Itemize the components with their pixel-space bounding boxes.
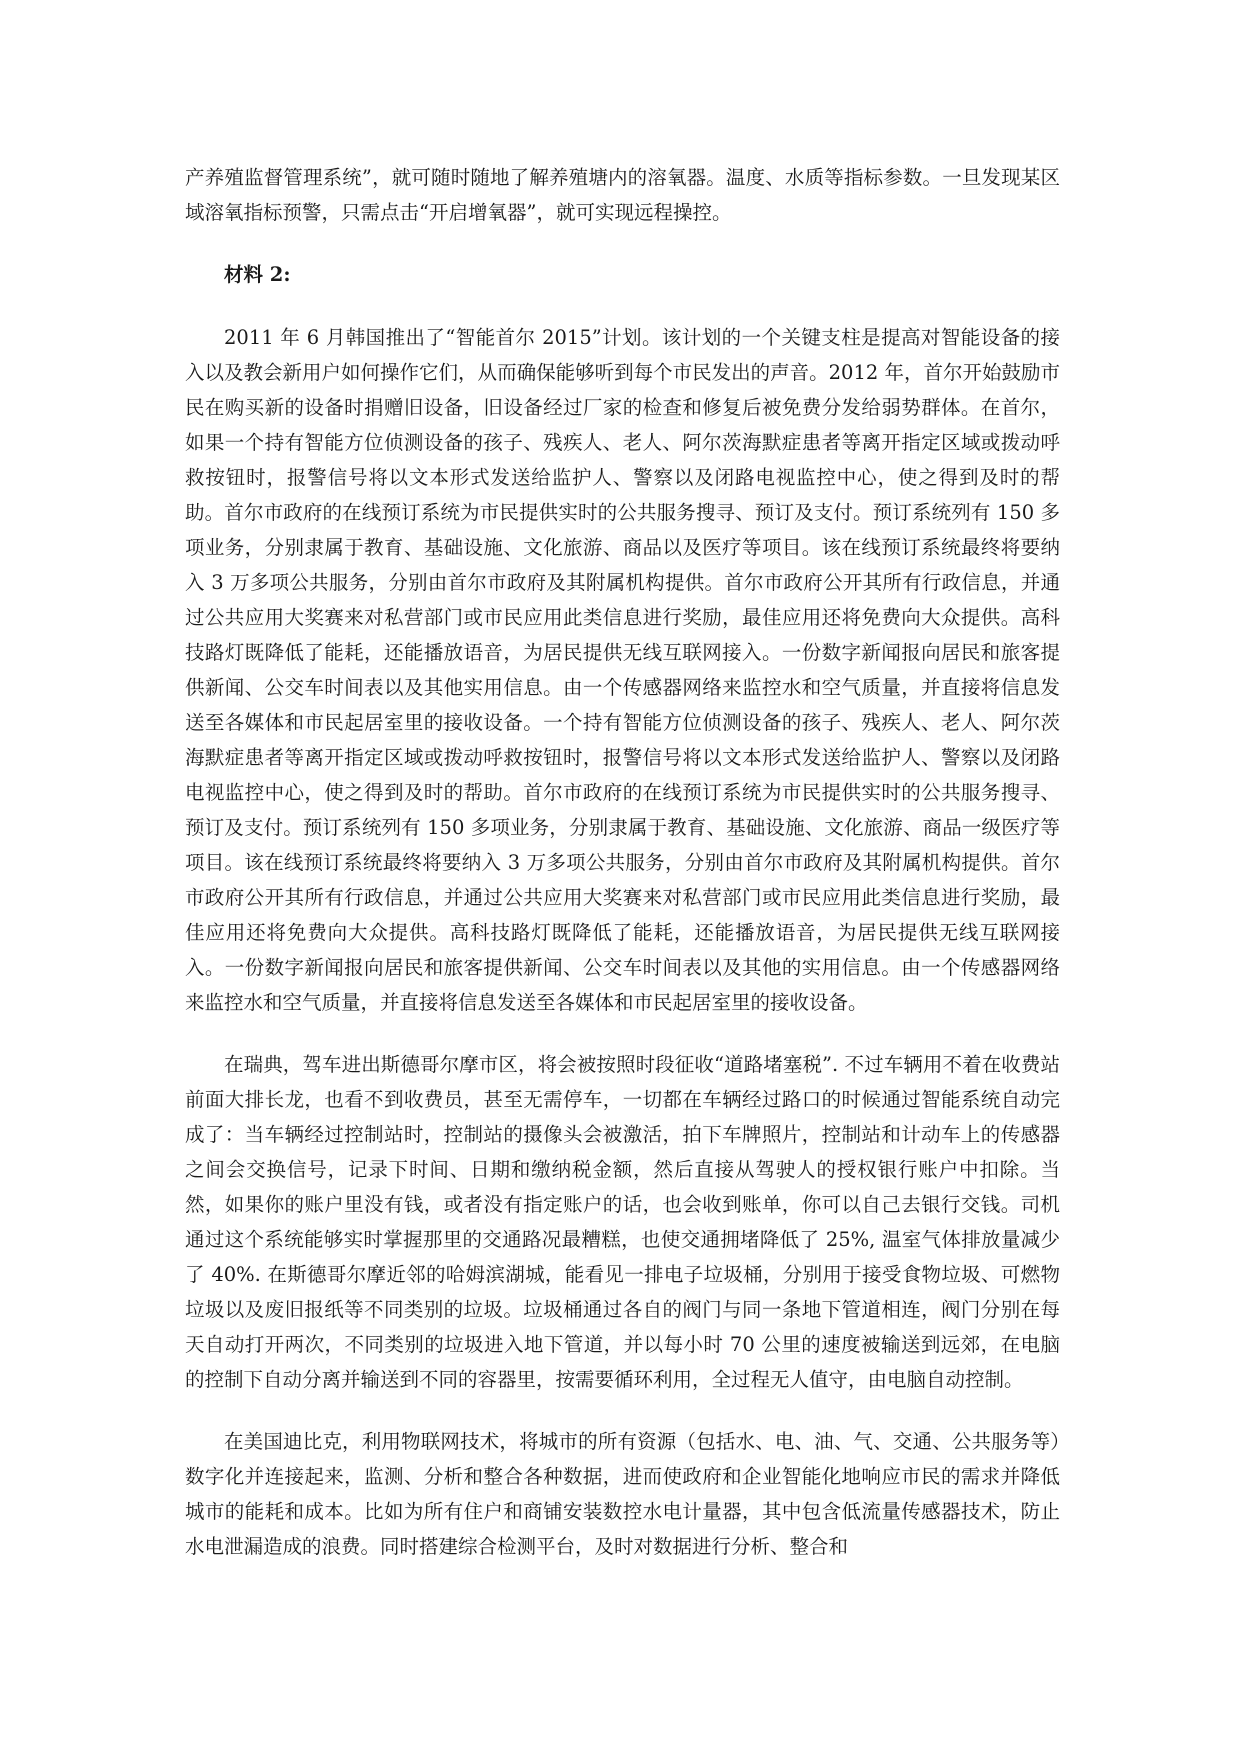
section-heading-material-2: 材料 2: <box>224 263 291 286</box>
document-body <box>185 160 1060 1591</box>
paragraph-seoul: 2011 年 6 月韩国推出了“智能首尔 2015”计划。该计划的一个关键支柱是提高对智能设备的接入以及教会新用户如何操作它们，从而确保能够听到每个市民发出的声音。2012 年，首尔开始鼓励市民在购买新的设备时捐赠旧设备，旧设备经过厂家的检查和修复后被免费分发给弱势群体。在首尔，如果一个持有智能方位侦测设备的孩子、残疾人、老人、阿尔茨海默症患者等离开指定区域或拨动呼救按钮时，报警信号将以文本形式发送给监护人、警察以及闭路电视监控中心，使之得到及时的帮助。首尔市政府的在线预订系统为市民提供实时的公共服务搜寻、预订及支付。预订系统列有 150 多项业务，分别隶属于教育、基础设施、文化旅游、商品以及医疗等项目。该在线预订系统最终将要纳入 3 万多项公共服务，分别由首尔市政府及其附属机构提供。首尔市政府公开其所有行政信息，并通过公共应用大奖赛来对私营部门或市民应用此类信息进行奖励，最佳应用还将免费向大众提供。高科技路灯既降低了能耗，还能播放语音，为居民提供无线互联网接入。一份数字新闻报向居民和旅客提供新闻、公交车时间表以及其他实用信息。由一个传感器网络来监控水和空气质量，并直接将信息发送至各媒体和市民起居室里的接收设备。一个持有智能方位侦测设备的孩子、残疾人、老人、阿尔茨海默症患者等离开指定区域或拨动呼救按钮时，报警信号将以文本形式发送给监护人、警察以及闭路电视监控中心，使之得到及时的帮助。首尔市政府的在线预订系统为市民提供实时的公共服务搜寻、预订及支付。预订系统列有 150 多项业务，分别隶属于教育、基础设施、文化旅游、商品一级医疗等项目。该在线预订系统最终将要纳入 3 万多项公共服务，分别由首尔市政府及其附属机构提供。首尔市政府公开其所有行政信息，并通过公共应用大奖赛来对私营部门或市民应用此类信息进行奖励，最佳应用还将免费向大众提供。高科技路灯既降低了能耗，还能播放语音，为居民提供无线互联网接入。一份数字新闻报向居民和旅客提供新闻、公交车时间表以及其他的实用信息。由一个传感器网络来监控水和空气质量，并直接将信息发送至各媒体和市民起居室里的接收设备。 <box>185 326 1060 1014</box>
paragraph-dubuque: 在美国迪比克，利用物联网技术，将城市的所有资源（包括水、电、油、气、交通、公共服务等）数字化并连接起来，监测、分析和整合各种数据，进而使政府和企业智能化地响应市民的需求并降低城市的能耗和成本。比如为所有住户和商铺安装数控水电计量器，其中包含低流量传感器技术，防止水电泄漏造成的浪费。同时搭建综合检测平台，及时对数据进行分析、整合和 <box>185 1430 1060 1558</box>
paragraph-stockholm: 在瑞典，驾车进出斯德哥尔摩市区，将会被按照时段征收“道路堵塞税”. 不过车辆用不着在收费站前面大排长龙，也看不到收费员，甚至无需停车，一切都在车辆经过路口的时候通过智能系统自动完成了：当车辆经过控制站时，控制站的摄像头会被激活，拍下车牌照片，控制站和计动车上的传感器之间会交换信号，记录下时间、日期和缴纳税金额，然后直接从驾驶人的授权银行账户中扣除。当然，如果你的账户里没有钱，或者没有指定账户的话，也会收到账单，你可以自己去银行交钱。司机通过这个系统能够实时掌握那里的交通路况最糟糕，也使交通拥堵降低了 25%, 温室气体排放量减少了 40%. 在斯德哥尔摩近邻的哈姆滨湖城，能看见一排电子垃圾桶，分别用于接受食物垃圾、可燃物垃圾以及废旧报纸等不同类别的垃圾。垃圾桶通过各自的阀门与同一条地下管道相连，阀门分别在每天自动打开两次，不同类别的垃圾进入地下管道，并以每小时 70 公里的速度被输送到远郊，在电脑的控制下自动分离并输送到不同的容器里，按需要循环利用，全过程无人值守，由电脑自动控制。 <box>185 1053 1060 1391</box>
paragraph-aquaculture-continued: 产养殖监督管理系统”，就可随时随地了解养殖塘内的溶氧器。温度、水质等指标参数。一旦发现某区域溶氧指标预警，只需点击“开启增氧器”，就可实现远程操控。 <box>185 166 1060 224</box>
